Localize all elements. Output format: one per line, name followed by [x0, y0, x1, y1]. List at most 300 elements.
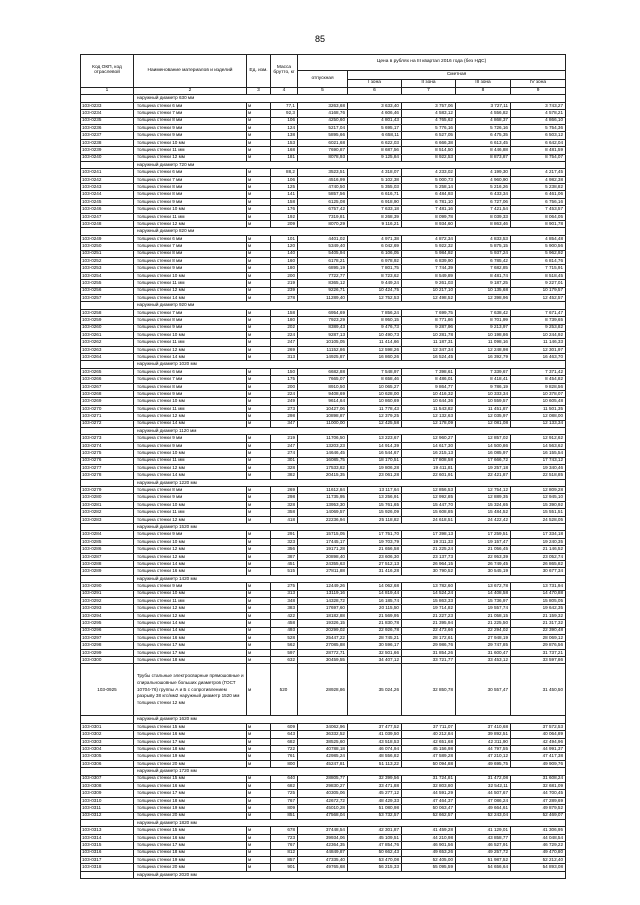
row-zone-price-2: 15 863,33	[402, 597, 456, 604]
row-name: толщина стенки 17 мм	[134, 842, 247, 849]
row-mass: 800	[271, 760, 298, 767]
row-zone-price-3: 8 481,74	[456, 272, 511, 279]
row-zone-price-4: 5 754,36	[511, 124, 566, 131]
row-release-price: 25447,22	[298, 634, 348, 641]
row-code: 103-0249	[81, 235, 134, 242]
header-price-title: Цена в рублях на III квартал 2016 года (без НДС)	[298, 55, 566, 71]
table-row	[81, 376, 566, 383]
table-row	[81, 435, 566, 442]
section-code-cell	[81, 161, 134, 168]
column-number: 4	[271, 88, 298, 95]
row-zone-price-3: 4 199,30	[456, 169, 511, 176]
row-zone-price-1: 21 569,95	[348, 612, 402, 619]
section-row	[81, 575, 566, 582]
row-release-price: 5349,40	[298, 243, 348, 250]
row-zone-price-4: 24 528,05	[511, 516, 566, 523]
row-zone-price-4: 6 503,12	[511, 132, 566, 139]
row-mass: 269	[271, 487, 298, 494]
table-row	[81, 760, 566, 767]
row-release-price: 20898,40	[298, 553, 348, 560]
row-code: 103-0311	[81, 805, 134, 812]
table-row	[81, 738, 566, 745]
row-unit: м	[247, 627, 271, 634]
row-code: 103-0298	[81, 642, 134, 649]
table-row	[81, 221, 566, 228]
row-code: 103-0246	[81, 206, 134, 213]
table-row	[81, 413, 566, 420]
row-code: 103-0314	[81, 834, 134, 841]
row-mass: 451	[271, 561, 298, 568]
section-row	[81, 427, 566, 434]
row-name: толщина стенки 6 мм	[134, 102, 247, 109]
row-zone-price-3: 11 098,16	[456, 339, 511, 346]
section-row	[81, 95, 566, 102]
row-zone-price-4: 5 962,92	[511, 250, 566, 257]
row-zone-price-3: 32 542,11	[456, 782, 511, 789]
row-zone-price-2: 8 549,89	[402, 272, 456, 279]
row-zone-price-1: 6 042,69	[348, 243, 402, 250]
row-unit: м	[247, 280, 271, 287]
row-mass: 141	[271, 191, 298, 198]
row-mass: 92,3	[271, 110, 298, 117]
row-zone-price-1: 51 113,22	[348, 760, 402, 767]
row-zone-price-1: 42 301,87	[348, 827, 402, 834]
row-name: толщина стенки 11 мм	[134, 280, 247, 287]
row-zone-price-1: 6 918,90	[348, 198, 402, 205]
row-zone-price-2: 6 781,10	[402, 198, 456, 205]
row-zone-price-4: 10 605,48	[511, 398, 566, 405]
row-release-price: 36332,52	[298, 731, 348, 738]
row-zone-price-2: 21 395,94	[402, 620, 456, 627]
row-release-price: 28805,77	[298, 775, 348, 782]
row-release-price: 42672,72	[298, 797, 348, 804]
row-unit: м	[247, 102, 271, 109]
row-zone-price-4: 7 671,47	[511, 309, 566, 316]
row-name: толщина стенки 14 мм	[134, 620, 247, 627]
row-release-price: 8389,43	[298, 324, 348, 331]
row-mass: 200	[271, 383, 298, 390]
table-row	[81, 642, 566, 649]
column-number: 3	[247, 88, 271, 95]
row-zone-price-1: 48 429,33	[348, 797, 402, 804]
row-zone-price-4: 12 301,97	[511, 346, 566, 353]
section-row	[81, 479, 566, 486]
row-zone-price-4: 49 470,80	[511, 849, 566, 856]
row-zone-price-1: 41 039,50	[348, 731, 402, 738]
section-row	[81, 768, 566, 775]
row-release-price: 5895,66	[298, 132, 348, 139]
row-mass: 632	[271, 657, 298, 664]
section-title: наружный диаметр 720 мм	[134, 161, 566, 168]
row-zone-price-4: 5 900,56	[511, 243, 566, 250]
row-release-price: 5857,56	[298, 191, 348, 198]
price-table	[80, 54, 566, 879]
row-release-price: 47335,40	[298, 856, 348, 863]
table-row	[81, 782, 566, 789]
row-zone-price-1: 8 658,46	[348, 376, 402, 383]
row-zone-price-2: 21 225,24	[402, 546, 456, 553]
row-zone-price-2: 4 583,12	[402, 110, 456, 117]
row-mass: 77,1	[271, 102, 298, 109]
row-zone-price-2: 19 714,82	[402, 605, 456, 612]
row-zone-price-4: 10 244,92	[511, 331, 566, 338]
row-release-price: 11152,86	[298, 346, 348, 353]
row-code: 103-0272	[81, 420, 134, 427]
row-zone-price-4: 8 901,78	[511, 221, 566, 228]
table-row	[81, 206, 566, 213]
row-zone-price-4: 12 912,62	[511, 435, 566, 442]
row-zone-price-4: 4 982,38	[511, 176, 566, 183]
table-row	[81, 265, 566, 272]
row-zone-price-3: 39 892,51	[456, 731, 511, 738]
row-mass: 422	[271, 612, 298, 619]
table-row	[81, 243, 566, 250]
row-name: толщина стенки 9 мм	[134, 132, 247, 139]
row-release-price: 38525,60	[298, 738, 348, 745]
row-zone-price-4: 9 253,82	[511, 324, 566, 331]
row-name: толщина стенки 14 мм	[134, 561, 247, 568]
row-zone-price-3: 30 557,47	[456, 664, 511, 716]
row-zone-price-4: 6 461,06	[511, 191, 566, 198]
row-name: толщина стенки 16 мм	[134, 568, 247, 575]
row-name: толщина стенки 11 мм	[134, 339, 247, 346]
row-zone-price-3: 15 736,97	[456, 597, 511, 604]
row-mass: 168	[271, 147, 298, 154]
row-unit: м	[247, 324, 271, 331]
row-unit: м	[247, 117, 271, 124]
row-zone-price-2: 5 776,16	[402, 124, 456, 131]
row-release-price: 6895,19	[298, 265, 348, 272]
row-zone-price-4: 12 945,10	[511, 494, 566, 501]
row-zone-price-3: 24 422,42	[456, 516, 511, 523]
row-zone-price-3: 5 726,16	[456, 124, 511, 131]
section-title: наружный диаметр 1820 мм	[134, 819, 566, 826]
row-code: 103-0312	[81, 812, 134, 819]
row-code: 103-0291	[81, 590, 134, 597]
row-unit: м	[247, 516, 271, 523]
row-name: толщина стенки 10 мм	[134, 538, 247, 545]
row-code: 103-0234	[81, 110, 134, 117]
row-zone-price-1: 9 476,73	[348, 324, 402, 331]
row-zone-price-3: 11 451,87	[456, 405, 511, 412]
section-title: наружный диаметр 1020 мм	[134, 361, 566, 368]
row-unit: м	[247, 250, 271, 257]
table-row	[81, 753, 566, 760]
column-number: 6	[348, 88, 402, 95]
row-zone-price-1: 23 606,30	[348, 553, 402, 560]
row-zone-price-3: 19 557,74	[456, 605, 511, 612]
row-release-price: 4740,50	[298, 184, 348, 191]
row-release-price: 9614,64	[298, 398, 348, 405]
row-name: толщина стенки 11 мм	[134, 213, 247, 220]
row-zone-price-4: 31 737,21	[511, 649, 566, 656]
row-mass: 901	[271, 864, 298, 871]
row-code: 103-0236	[81, 124, 134, 131]
row-zone-price-3: 6 433,34	[456, 191, 511, 198]
table-row	[81, 391, 566, 398]
row-code: 103-0284	[81, 531, 134, 538]
row-zone-price-4: 7 715,91	[511, 265, 566, 272]
row-mass: 515	[271, 568, 298, 575]
row-code: 103-0235	[81, 117, 134, 124]
row-mass: 181	[271, 154, 298, 161]
row-zone-price-3: 41 129,01	[456, 827, 511, 834]
row-release-price: 6954,69	[298, 309, 348, 316]
row-code: 103-0260	[81, 324, 134, 331]
row-zone-price-4: 9 828,56	[511, 383, 566, 390]
row-code: 103-0305	[81, 753, 134, 760]
row-release-price: 7923,29	[298, 317, 348, 324]
table-row	[81, 398, 566, 405]
row-zone-price-1: 7 548,97	[348, 368, 402, 375]
row-unit: м	[247, 797, 271, 804]
row-zone-price-3: 12 889,35	[456, 494, 511, 501]
column-number: 9	[511, 88, 566, 95]
row-release-price: 27085,88	[298, 642, 348, 649]
row-name: толщина стенки 10 мм	[134, 450, 247, 457]
row-zone-price-4: 23 052,74	[511, 553, 566, 560]
row-code: 103-0290	[81, 583, 134, 590]
row-code: 103-0300	[81, 657, 134, 664]
row-code: 103-0296	[81, 627, 134, 634]
row-zone-price-1: 5 102,38	[348, 176, 402, 183]
table-row	[81, 723, 566, 730]
row-zone-price-1: 10 065,27	[348, 383, 402, 390]
row-unit: м	[247, 450, 271, 457]
row-unit: м	[247, 834, 271, 841]
row-zone-price-1: 10 628,00	[348, 391, 402, 398]
table-row	[81, 494, 566, 501]
row-name: толщина стенки 12 мм	[134, 221, 247, 228]
row-zone-price-4: 5 238,82	[511, 184, 566, 191]
row-zone-price-4: 52 469,07	[511, 812, 566, 819]
row-release-price: 11612,84	[298, 487, 348, 494]
row-zone-price-2: 14 524,24	[402, 590, 456, 597]
row-code: 103-0282	[81, 509, 134, 516]
row-zone-price-1: 7 801,75	[348, 265, 402, 272]
row-release-price: 7665,07	[298, 376, 348, 383]
table-row	[81, 213, 566, 220]
header-release-price: отпускная	[298, 71, 348, 88]
row-name: толщина стенки 6 мм	[134, 235, 247, 242]
row-zone-price-1: 32 501,66	[348, 649, 402, 656]
row-unit: м	[247, 805, 271, 812]
row-code: 103-0317	[81, 856, 134, 863]
row-zone-price-3: 33 453,12	[456, 657, 511, 664]
row-name: толщина стенки 8 мм	[134, 317, 247, 324]
row-code: 103-0254	[81, 272, 134, 279]
row-zone-price-2: 3 757,06	[402, 102, 456, 109]
row-zone-price-2: 9 864,77	[402, 383, 456, 390]
table-row	[81, 849, 566, 856]
row-release-price: 6021,68	[298, 139, 348, 146]
row-zone-price-2: 10 281,78	[402, 331, 456, 338]
row-zone-price-3: 16 085,97	[456, 450, 511, 457]
row-zone-price-2: 8 486,01	[402, 376, 456, 383]
row-release-price: 42985,24	[298, 753, 348, 760]
row-name: толщина стенки 18 мм	[134, 746, 247, 753]
row-zone-price-3: 7 638,42	[456, 309, 511, 316]
row-mass: 176	[271, 206, 298, 213]
row-zone-price-2: 31 724,81	[402, 775, 456, 782]
row-zone-price-2: 7 398,61	[402, 368, 456, 375]
row-mass: 722	[271, 746, 298, 753]
row-mass: 682	[271, 738, 298, 745]
row-name: толщина стенки 10 мм	[134, 206, 247, 213]
row-zone-price-3: 4 833,53	[456, 235, 511, 242]
row-code: 103-0252	[81, 257, 134, 264]
row-zone-price-1: 37 477,52	[348, 723, 402, 730]
row-name: толщина стенки 8 мм	[134, 257, 247, 264]
table-row	[81, 805, 566, 812]
table-row	[81, 538, 566, 545]
row-zone-price-1: 16 544,67	[348, 450, 402, 457]
column-number: 2	[134, 88, 247, 95]
row-release-price: 3523,51	[298, 169, 348, 176]
row-zone-price-1: 8 268,39	[348, 213, 402, 220]
row-name: толщина стенки 12 мм	[134, 154, 247, 161]
row-zone-price-2: 30 790,52	[402, 568, 456, 575]
row-zone-price-1: 53 732,57	[348, 812, 402, 819]
header-zone-2: II зона	[402, 80, 456, 88]
row-zone-price-2: 14 617,30	[402, 442, 456, 449]
row-mass: 643	[271, 731, 298, 738]
row-zone-price-1: 50 662,43	[348, 849, 402, 856]
row-code: 103-0287	[81, 553, 134, 560]
row-mass: 180	[271, 265, 298, 272]
row-zone-price-1: 28 745,21	[348, 634, 402, 641]
row-zone-price-3: 31 472,08	[456, 775, 511, 782]
section-row	[81, 819, 566, 826]
section-title: наружный диаметр 820 мм	[134, 228, 566, 235]
row-zone-price-3: 12 754,12	[456, 487, 511, 494]
row-zone-price-4: 52 212,40	[511, 856, 566, 863]
row-code: 103-0270	[81, 405, 134, 412]
row-release-price: 14069,57	[298, 509, 348, 516]
row-zone-price-3: 9 187,25	[456, 280, 511, 287]
row-zone-price-3: 44 507,67	[456, 790, 511, 797]
row-unit: м	[247, 553, 271, 560]
row-mass: 767	[271, 797, 298, 804]
table-row	[81, 339, 566, 346]
row-name: толщина стенки 16 мм	[134, 634, 247, 641]
row-name: толщина стенки 9 мм	[134, 531, 247, 538]
table-row	[81, 272, 566, 279]
row-zone-price-4: 15 805,05	[511, 597, 566, 604]
table-row	[81, 546, 566, 553]
row-release-price: 9226,71	[298, 287, 348, 294]
row-zone-price-2: 37 711,07	[402, 723, 456, 730]
row-code: 103-0259	[81, 317, 134, 324]
row-release-price: 3263,68	[298, 102, 348, 109]
section-title: наружный диаметр 1620 мм	[134, 716, 566, 723]
table-row	[81, 834, 566, 841]
row-unit: м	[247, 346, 271, 353]
row-release-price: 8078,93	[298, 154, 348, 161]
section-row	[81, 361, 566, 368]
table-row	[81, 457, 566, 464]
row-name: толщина стенки 7 мм	[134, 243, 247, 250]
row-name: толщина стенки 9 мм	[134, 583, 247, 590]
row-zone-price-2: 50 063,47	[402, 805, 456, 812]
row-zone-price-2: 16 215,13	[402, 450, 456, 457]
row-mass: 761	[271, 753, 298, 760]
row-zone-price-4: 44 048,54	[511, 834, 566, 841]
row-mass: 278	[271, 294, 298, 301]
row-zone-price-1: 9 116,21	[348, 221, 402, 228]
table-row	[81, 827, 566, 834]
row-zone-price-2: 32 850,78	[402, 664, 456, 716]
row-name: толщина стенки 14 мм	[134, 420, 247, 427]
row-code: 103-0233	[81, 102, 134, 109]
row-release-price: 4516,99	[298, 176, 348, 183]
row-zone-price-2: 19 311,33	[402, 538, 456, 545]
table-row	[81, 657, 566, 664]
row-mass: 192	[271, 213, 298, 220]
row-code: 103-0289	[81, 568, 134, 575]
row-mass: 175	[271, 376, 298, 383]
row-name: толщина стенки 9 мм	[134, 494, 247, 501]
row-zone-price-1: 33 471,88	[348, 782, 402, 789]
row-zone-price-2: 52 662,57	[402, 812, 456, 819]
row-release-price: 14925,87	[298, 354, 348, 361]
row-zone-price-3: 7 682,85	[456, 265, 511, 272]
row-zone-price-4: 17 334,18	[511, 531, 566, 538]
row-name: толщина стенки 17 мм	[134, 790, 247, 797]
row-release-price: 17697,60	[298, 605, 348, 612]
row-code: 103-0247	[81, 213, 134, 220]
section-row	[81, 871, 566, 878]
row-zone-price-2: 12 132,63	[402, 413, 456, 420]
row-zone-price-4: 4 854,48	[511, 235, 566, 242]
row-zone-price-4: 21 146,52	[511, 546, 566, 553]
row-unit: м	[247, 420, 271, 427]
row-mass: 125	[271, 184, 298, 191]
row-unit: м	[247, 605, 271, 612]
row-release-price: 6682,88	[298, 368, 348, 375]
row-mass: 725	[271, 790, 298, 797]
row-unit: м	[247, 642, 271, 649]
row-mass: 313	[271, 354, 298, 361]
row-zone-price-3: 6 785,42	[456, 257, 511, 264]
header-unit: Ед. изм.	[247, 55, 271, 88]
row-release-price: 40305,06	[298, 790, 348, 797]
row-code: 103-0279	[81, 487, 134, 494]
row-mass: 124	[271, 124, 298, 131]
row-unit: м	[247, 368, 271, 375]
row-code: 103-0295	[81, 620, 134, 627]
row-zone-price-3: 8 701,99	[456, 317, 511, 324]
row-release-price: 8910,50	[298, 383, 348, 390]
row-name: толщина стенки 18 мм	[134, 797, 247, 804]
row-name: толщина стенки 17 мм	[134, 642, 247, 649]
row-release-price: 8365,12	[298, 280, 348, 287]
row-release-price: 7690,87	[298, 147, 348, 154]
row-zone-price-1: 6 106,05	[348, 250, 402, 257]
row-zone-price-2: 44 591,29	[402, 790, 456, 797]
row-unit: м	[247, 487, 271, 494]
row-release-price: 11706,50	[298, 435, 348, 442]
row-release-price: 45247,81	[298, 760, 348, 767]
section-code-cell	[81, 302, 134, 309]
row-release-price: 44849,87	[298, 849, 348, 856]
table-row	[81, 331, 566, 338]
row-zone-price-3: 31 600,47	[456, 649, 511, 656]
row-zone-price-1: 3 633,40	[348, 102, 402, 109]
table-row	[81, 132, 566, 139]
header-name: Наименование материалов и изделий	[134, 55, 247, 88]
row-mass: 356	[271, 546, 298, 553]
